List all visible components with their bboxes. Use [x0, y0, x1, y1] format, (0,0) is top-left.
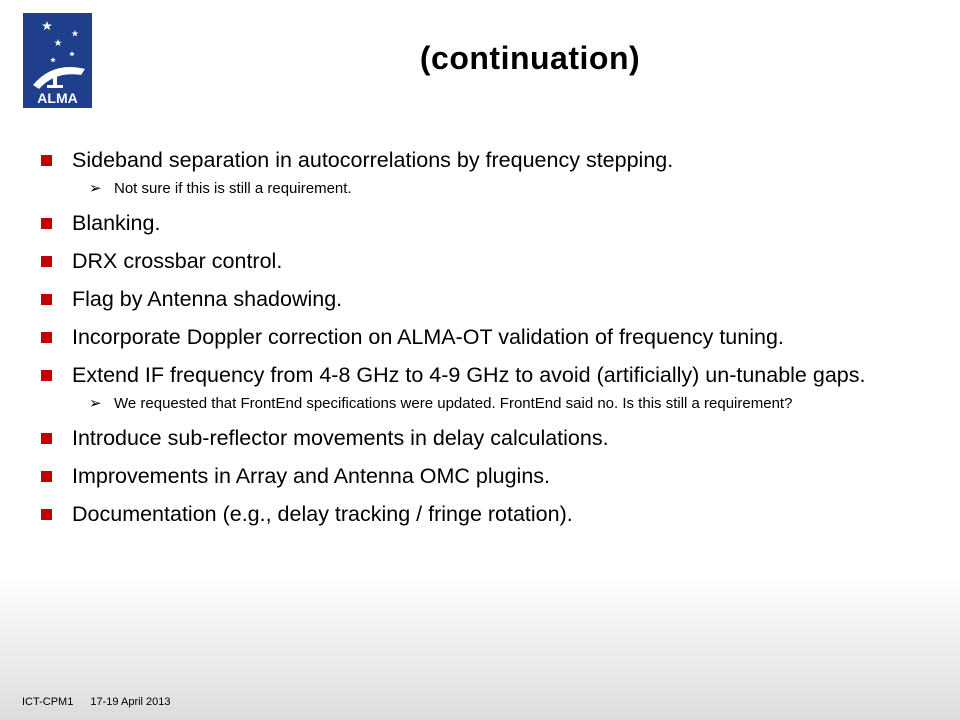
list-item — [38, 247, 918, 276]
list-item-text: Flag by Antenna shadowing. — [72, 287, 343, 311]
square-bullet-icon — [41, 294, 52, 305]
square-bullet-icon — [41, 433, 52, 444]
square-bullet-icon — [41, 256, 52, 267]
slide-title: (continuation) — [419, 40, 641, 76]
square-bullet-icon — [41, 370, 52, 381]
sub-list-item — [38, 178, 918, 200]
sub-list-item — [38, 393, 918, 415]
list-item-text: Introduce sub-reflector movements in delay calculations. — [72, 426, 609, 450]
list-item-text: Blanking. — [72, 211, 161, 235]
arrow-bullet-icon: ➢ — [89, 180, 102, 197]
logo-text: ALMA — [37, 90, 78, 106]
sub-list-item-text: We requested that FrontEnd specifications were updated. FrontEnd said no. Is this still a requirement? — [114, 395, 793, 412]
sub-list-item-text: Not sure if this is still a requirement. — [114, 180, 352, 197]
list-item-text: Sideband separation in autocorrelations by frequency stepping. — [72, 148, 674, 172]
list-item — [38, 323, 918, 352]
list-item-text: Improvements in Array and Antenna OMC plugins. — [72, 464, 551, 488]
list-item-text: Incorporate Doppler correction on ALMA-OT validation of frequency tuning. — [72, 325, 784, 349]
square-bullet-icon — [41, 218, 52, 229]
square-bullet-icon — [41, 155, 52, 166]
footer-date: 17-19 April 2013 — [90, 696, 171, 708]
square-bullet-icon — [41, 332, 52, 343]
footer-meeting: ICT-CPM1 — [22, 696, 74, 708]
list-item — [38, 209, 918, 238]
list-item — [38, 424, 918, 453]
list-item — [38, 500, 918, 529]
square-bullet-icon — [41, 471, 52, 482]
list-item — [38, 462, 918, 491]
footer — [22, 696, 185, 708]
square-bullet-icon — [41, 509, 52, 520]
list-item — [38, 285, 918, 314]
list-item-text: Extend IF frequency from 4-8 GHz to 4-9 GHz to avoid (artificially) un-tunable gaps. — [72, 363, 866, 387]
bullet-list — [38, 146, 918, 538]
list-item — [38, 361, 918, 390]
arrow-bullet-icon: ➢ — [89, 395, 102, 412]
list-item-text: Documentation (e.g., delay tracking / fringe rotation). — [72, 502, 573, 526]
list-item — [38, 146, 918, 175]
list-item-text: DRX crossbar control. — [72, 249, 283, 273]
